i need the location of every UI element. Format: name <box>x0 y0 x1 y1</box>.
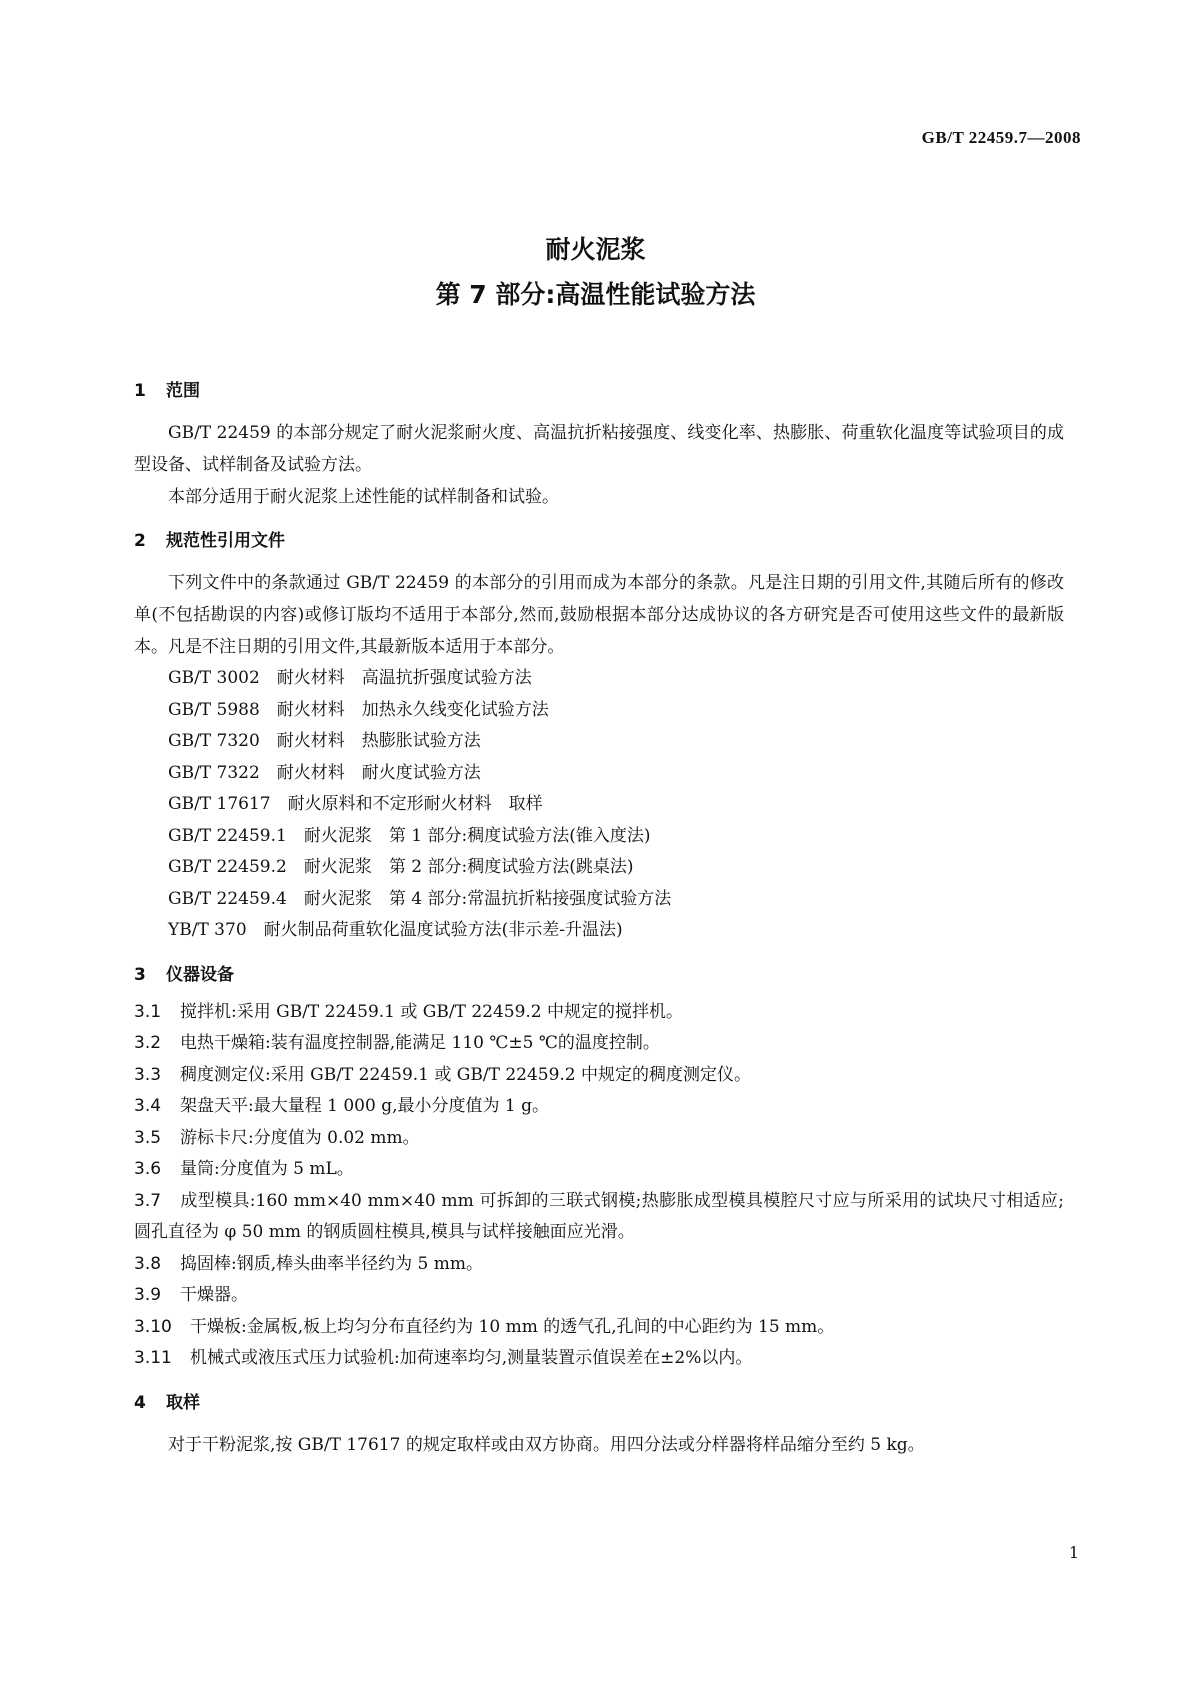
section-number: 2 <box>134 531 146 551</box>
document-title: 耐火泥浆 <box>545 235 646 264</box>
clause-item <box>134 1091 1064 1123</box>
paragraph: 本部分适用于耐火泥浆上述性能的试样制备和试验。 <box>168 487 559 507</box>
clause-text: 游标卡尺:分度值为 0.02 mm。 <box>180 1127 420 1148</box>
section-number: 1 <box>134 381 146 401</box>
clause-item <box>134 1060 1064 1092</box>
clause-number: 3.11 <box>134 1348 172 1368</box>
section-heading-2 <box>134 525 1064 557</box>
clause-text: 搅拌机:采用 GB/T 22459.1 或 GB/T 22459.2 中规定的搅拌机。 <box>180 1001 684 1022</box>
clause-text: 成型模具:160 mm×40 mm×40 mm 可拆卸的三联式钢模;热膨胀成型模具模腔尺寸应与所采用的试块尺寸相适应;圆孔直径为 φ 50 mm 的钢质圆柱模具,模具与试样接触面应光滑。 <box>134 1190 1064 1242</box>
section-heading-1 <box>134 375 1064 407</box>
clause-text: 量筒:分度值为 5 mL。 <box>180 1159 354 1179</box>
paragraph: 下列文件中的条款通过 GB/T 22459 的本部分的引用而成为本部分的条款。凡是注日期的引用文件,其随后所有的修改单(不包括勘误的内容)或修订版均不适用于本部分,然而,鼓励根据本部分达成协议的各方研究是否可使用这些文件的最新版本。凡是不注日期的引用文件,其最新版本适用于本部分。 <box>134 573 1064 657</box>
clause-item <box>134 997 1064 1029</box>
clause-text: 干燥板:金属板,板上均匀分布直径约为 10 mm 的透气孔,孔间的中心距约为 15 mm。 <box>190 1316 835 1337</box>
reference-item: YB/T 370 耐火制品荷重软化温度试验方法(非示差-升温法) <box>168 920 623 940</box>
clause-item <box>134 1280 1064 1312</box>
section-title: 范围 <box>166 381 200 401</box>
page-number: 1 <box>1068 1543 1079 1562</box>
section-heading-4 <box>134 1387 1064 1419</box>
reference-item: GB/T 17617 耐火原料和不定形耐火材料 取样 <box>168 794 543 814</box>
reference-item: GB/T 22459.1 耐火泥浆 第 1 部分:稠度试验方法(锥入度法) <box>168 825 651 846</box>
paragraph: GB/T 22459 的本部分规定了耐火泥浆耐火度、高温抗折粘接强度、线变化率、热膨胀、荷重软化温度等试验项目的成型设备、试样制备及试验方法。 <box>134 423 1064 475</box>
clause-number: 3.9 <box>134 1285 162 1305</box>
clause-text: 干燥器。 <box>180 1285 248 1305</box>
clause-text: 电热干燥箱:装有温度控制器,能满足 110 ℃±5 ℃的温度控制。 <box>180 1033 660 1053</box>
reference-item: GB/T 22459.2 耐火泥浆 第 2 部分:稠度试验方法(跳桌法) <box>168 857 634 877</box>
clause-text: 捣固棒:钢质,棒头曲率半径约为 5 mm。 <box>180 1253 483 1274</box>
clause-item <box>134 1123 1064 1155</box>
section-title: 规范性引用文件 <box>166 531 285 551</box>
clause-number: 3.2 <box>134 1033 162 1053</box>
standard-number: GB/T 22459.7—2008 <box>921 128 1081 147</box>
section-title: 取样 <box>166 1392 200 1413</box>
document-body <box>134 375 1064 1461</box>
clause-text: 机械式或液压式压力试验机:加荷速率均匀,测量装置示值误差在±2%以内。 <box>190 1348 753 1368</box>
clause-item <box>134 1154 1064 1186</box>
clause-number: 3.10 <box>134 1316 172 1337</box>
clause-number: 3.5 <box>134 1127 162 1148</box>
clause-text: 架盘天平:最大量程 1 000 g,最小分度值为 1 g。 <box>180 1096 549 1116</box>
reference-item: GB/T 5988 耐火材料 加热永久线变化试验方法 <box>168 699 549 720</box>
clause-item <box>134 1312 1064 1344</box>
reference-item: GB/T 7320 耐火材料 热膨胀试验方法 <box>168 731 481 751</box>
clause-item <box>134 1343 1064 1375</box>
clause-text: 稠度测定仪:采用 GB/T 22459.1 或 GB/T 22459.2 中规定的稠度测定仪。 <box>180 1064 752 1085</box>
paragraph: 对于干粉泥浆,按 GB/T 17617 的规定取样或由双方协商。用四分法或分样器将样品缩分至约 5 kg。 <box>168 1434 925 1455</box>
reference-item: GB/T 22459.4 耐火泥浆 第 4 部分:常温抗折粘接强度试验方法 <box>168 888 672 909</box>
section-number: 3 <box>134 964 146 985</box>
document-subtitle: 第 7 部分:高温性能试验方法 <box>435 280 756 309</box>
clause-number: 3.3 <box>134 1064 162 1085</box>
clause-item <box>134 1249 1064 1281</box>
clause-number: 3.1 <box>134 1001 162 1022</box>
reference-item: GB/T 3002 耐火材料 高温抗折强度试验方法 <box>168 668 532 688</box>
clause-item <box>134 1028 1064 1060</box>
clause-number: 3.8 <box>134 1253 162 1274</box>
clause-number: 3.4 <box>134 1096 162 1116</box>
clause-number: 3.7 <box>134 1190 162 1211</box>
section-number: 4 <box>134 1392 146 1413</box>
section-title: 仪器设备 <box>166 964 234 985</box>
clause-item <box>134 1186 1064 1249</box>
clause-number: 3.6 <box>134 1159 162 1179</box>
section-heading-3 <box>134 959 1064 991</box>
reference-item: GB/T 7322 耐火材料 耐火度试验方法 <box>168 762 481 783</box>
